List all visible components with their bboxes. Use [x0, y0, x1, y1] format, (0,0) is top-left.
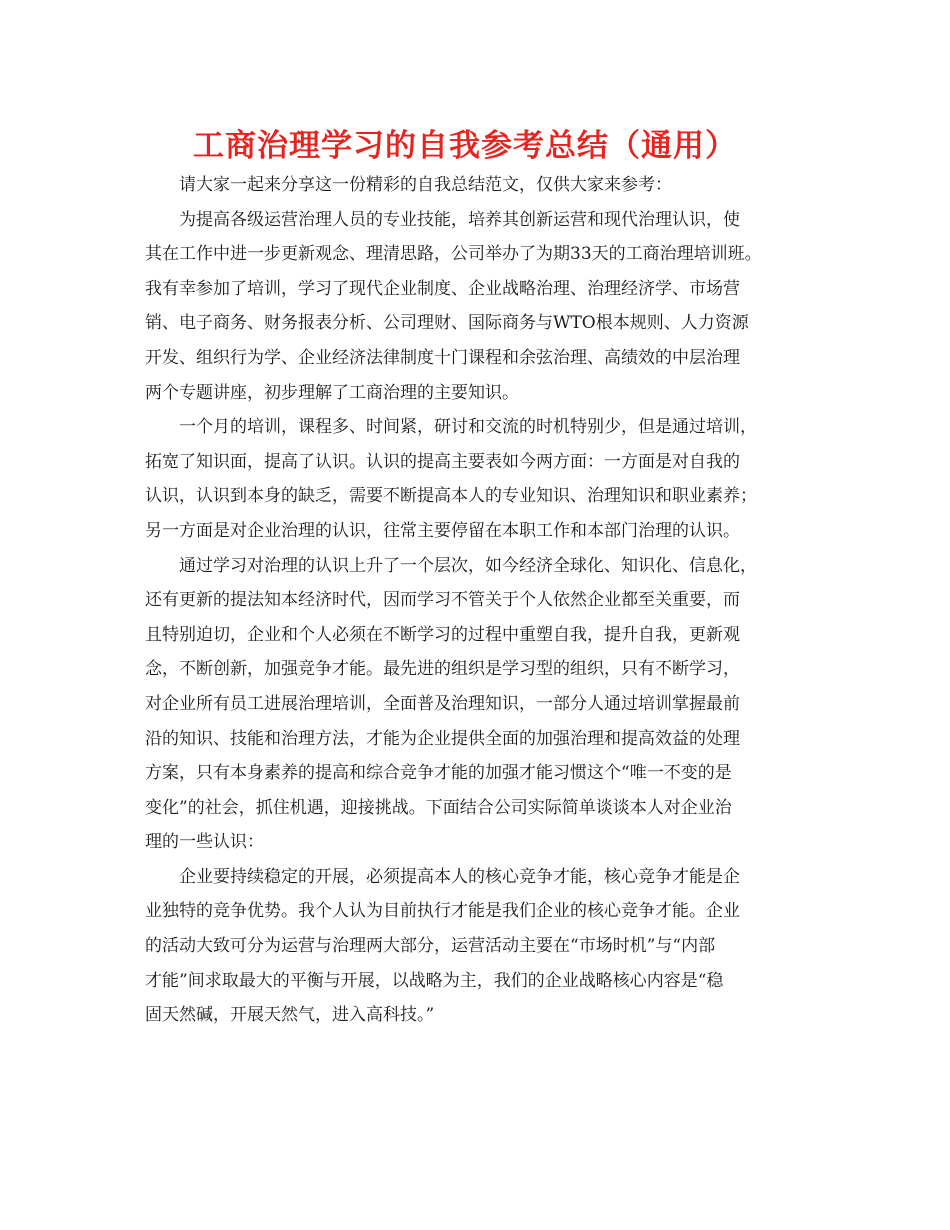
document-title: 工商治理学习的自我参考总结（通用）: [193, 128, 737, 164]
paragraph-line: 销、电子商务、财务报表分析、公司理财、国际商务与WTO根本规则、人力资源: [145, 313, 749, 334]
paragraph-line: 我有幸参加了培训，学习了现代企业制度、企业战略治理、治理经济学、市场营: [145, 278, 740, 299]
paragraph-line: 拓宽了知识面，提高了认识。认识的提高主要表如今两方面：一方面是对自我的: [145, 451, 740, 472]
paragraph-line: 认识，认识到本身的缺乏，需要不断提高本人的专业知识、治理知识和职业素养；: [145, 486, 757, 507]
paragraph-line: 请大家一起来分享这一份精彩的自我总结范文，仅供大家来参考：: [179, 175, 672, 195]
paragraph-line: 才能”间求取最大的平衡与开展，以战略为主，我们的企业战略核心内容是“稳: [145, 970, 724, 991]
paragraph-line: 企业要持续稳定的开展，必须提高本人的核心竞争才能，核心竞争才能是企: [179, 866, 740, 887]
paragraph: [145, 549, 835, 860]
paragraph-line: 固天然碱，开展天然气，进入高科技。”: [145, 1005, 435, 1026]
paragraph-line: 还有更新的提法知本经济时代，因而学习不管关于个人依然企业都至关重要，而: [145, 590, 740, 611]
paragraph-line: 理的一些认识：: [145, 832, 264, 853]
paragraph-line: 方案，只有本身素养的提高和综合竞争才能的加强才能习惯这个“唯一不变的是: [145, 763, 732, 784]
paragraph: [145, 168, 835, 203]
paragraph: [145, 203, 835, 411]
paragraph-line: 对企业所有员工进展治理培训，全面普及治理知识，一部分人通过培训掌握最前: [145, 693, 740, 714]
paragraph-line: 沿的知识、技能和治理方法，才能为企业提供全面的加强治理和提高效益的处理: [145, 728, 740, 749]
paragraph: [145, 410, 835, 548]
paragraph-line: 其在工作中进一步更新观念、理清思路，公司举办了为期33天的工商治理培训班。: [145, 244, 762, 265]
paragraph-line: 通过学习对治理的认识上升了一个层次，如今经济全球化、知识化、信息化，: [179, 555, 757, 576]
document-body: [145, 168, 835, 1033]
paragraph-line: 念，不断创新，加强竞争才能。最先进的组织是学习型的组织，只有不断学习，: [145, 659, 740, 680]
paragraph-line: 开发、组织行为学、企业经济法律制度十门课程和余弦治理、高绩效的中层治理: [145, 347, 740, 368]
paragraph-line: 变化”的社会，抓住机遇，迎接挑战。下面结合公司实际简单谈谈本人对企业治: [145, 797, 732, 818]
paragraph: [145, 860, 835, 1033]
paragraph-line: 且特别迫切，企业和个人必须在不断学习的过程中重塑自我，提升自我，更新观: [145, 624, 740, 645]
paragraph-line: 的活动大致可分为运营与治理两大部分，运营活动主要在“市场时机”与“内部: [145, 936, 716, 957]
paragraph-line: 两个专题讲座，初步理解了工商治理的主要知识。: [145, 382, 519, 403]
paragraph-line: 另一方面是对企业治理的认识，往常主要停留在本职工作和本部门治理的认识。: [145, 520, 740, 541]
paragraph-line: 为提高各级运营治理人员的专业技能，培养其创新运营和现代治理认识，使: [179, 209, 740, 230]
paragraph-line: 一个月的培训，课程多、时间紧，研讨和交流的时机特别少，但是通过培训，: [179, 417, 757, 438]
paragraph-line: 业独特的竞争优势。我个人认为目前执行才能是我们企业的核心竞争才能。企业: [145, 901, 740, 922]
